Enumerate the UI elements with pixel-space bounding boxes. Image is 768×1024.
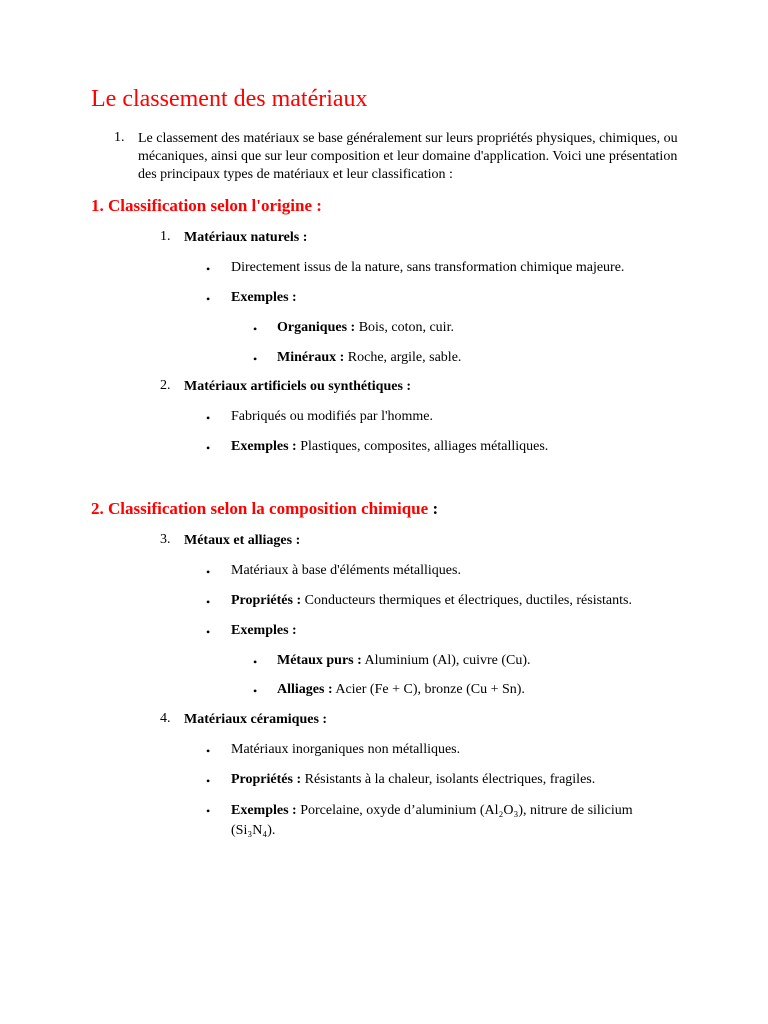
item-2-label bbox=[184, 378, 411, 396]
item-3-examples bbox=[231, 622, 297, 640]
item-1-description: Directement issus de la nature, sans transformation chimique majeure. bbox=[231, 260, 625, 275]
properties-text: Conducteurs thermiques et électriques, ductiles, résistants. bbox=[301, 593, 632, 608]
examples-label: Exemples : bbox=[231, 623, 297, 638]
item-1-label-text: Matériaux naturels : bbox=[184, 230, 308, 245]
examples-label: Exemples : bbox=[231, 439, 297, 454]
item-3-label bbox=[184, 532, 300, 550]
item-1-number: 1. bbox=[160, 229, 171, 244]
item-3-label-text: Métaux et alliages : bbox=[184, 533, 301, 548]
item-2-examples bbox=[231, 438, 548, 456]
example-text: Acier (Fe + C), bronze (Cu + Sn). bbox=[332, 682, 525, 697]
intro-number: 1. bbox=[114, 130, 125, 145]
section-2-title: 2. Classification selon la composition chimique bbox=[91, 499, 429, 518]
item-3-description: Matériaux à base d'éléments métalliques. bbox=[231, 563, 461, 578]
bullet-icon: • bbox=[206, 262, 211, 276]
bullet-icon: • bbox=[206, 595, 211, 609]
item-4-label bbox=[184, 711, 327, 729]
item-2-number: 2. bbox=[160, 378, 171, 393]
section-2-heading bbox=[91, 499, 438, 519]
bullet-icon: • bbox=[206, 744, 211, 758]
bullet-icon: • bbox=[206, 292, 211, 306]
properties-label: Propriétés : bbox=[231, 593, 302, 608]
bullet-icon: • bbox=[206, 565, 211, 579]
intro-paragraph: Le classement des matériaux se base généralement sur leurs propriétés physiques, chimiques, ou mécaniques, ainsi que sur leur composition et leur domaine d'application. Voici une présentation des principaux types de matériaux et leur classification : bbox=[138, 131, 678, 182]
properties-text: Résistants à la chaleur, isolants électriques, fragiles. bbox=[301, 772, 596, 787]
examples-label: Exemples : bbox=[231, 803, 297, 818]
properties-label: Propriétés : bbox=[231, 772, 302, 787]
example-organiques bbox=[277, 319, 454, 337]
example-label: Organiques : bbox=[277, 320, 356, 335]
bullet-icon: • bbox=[253, 352, 258, 366]
item-4-properties bbox=[231, 771, 595, 789]
item-1-examples bbox=[231, 289, 297, 307]
bullet-icon: • bbox=[206, 625, 211, 639]
examples-text: Porcelaine, oxyde d’aluminium (Al₂O₃), nitrure de silicium (Si₃N₄). bbox=[231, 803, 633, 838]
example-alliages bbox=[277, 681, 525, 699]
bullet-icon: • bbox=[206, 411, 211, 425]
item-1-label bbox=[184, 229, 307, 247]
item-4-examples bbox=[231, 801, 661, 841]
section-1-heading: 1. Classification selon l'origine : bbox=[91, 196, 322, 215]
item-2-description: Fabriqués ou modifiés par l'homme. bbox=[231, 409, 433, 424]
bullet-icon: • bbox=[206, 441, 211, 455]
bullet-icon: • bbox=[206, 774, 211, 788]
example-metaux-purs bbox=[277, 652, 531, 670]
item-4-description: Matériaux inorganiques non métalliques. bbox=[231, 742, 461, 757]
item-3-number: 3. bbox=[160, 532, 171, 547]
item-3-properties bbox=[231, 592, 632, 610]
example-text: Aluminium (Al), cuivre (Cu). bbox=[361, 653, 531, 668]
example-text: Bois, coton, cuir. bbox=[355, 320, 454, 335]
bullet-icon: • bbox=[253, 322, 258, 336]
examples-label: Exemples : bbox=[231, 290, 297, 305]
bullet-icon: • bbox=[253, 655, 258, 669]
examples-text: Plastiques, composites, alliages métalliques. bbox=[296, 439, 549, 454]
item-4-number: 4. bbox=[160, 711, 171, 726]
item-2-label-text: Matériaux artificiels ou synthétiques : bbox=[184, 379, 412, 394]
example-mineraux bbox=[277, 349, 461, 367]
example-label: Alliages : bbox=[277, 682, 333, 697]
bullet-icon: • bbox=[206, 804, 211, 818]
bullet-icon: • bbox=[253, 684, 258, 698]
example-text: Roche, argile, sable. bbox=[344, 350, 462, 365]
page-title: Le classement des matériaux bbox=[91, 86, 368, 112]
item-4-label-text: Matériaux céramiques : bbox=[184, 712, 328, 727]
section-2-colon: : bbox=[428, 499, 439, 518]
example-label: Minéraux : bbox=[277, 350, 345, 365]
example-label: Métaux purs : bbox=[277, 653, 362, 668]
